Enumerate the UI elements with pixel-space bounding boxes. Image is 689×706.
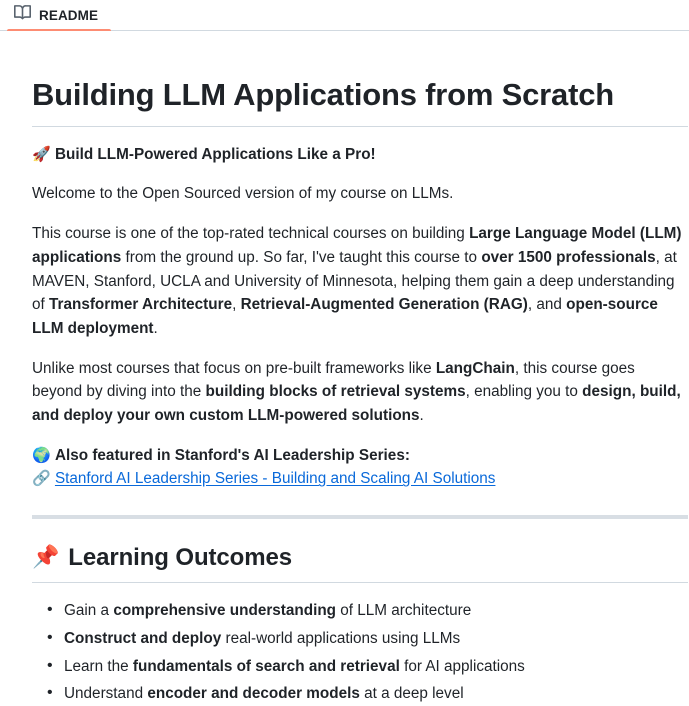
differentiator-paragraph	[32, 357, 688, 428]
outcome-1-bold: comprehensive understanding	[113, 602, 337, 620]
book-icon	[14, 4, 31, 26]
tagline-text: Build LLM-Powered Applications Like a Pro!	[54, 145, 376, 163]
para3-text-2: , this course goes beyond by diving into the	[32, 359, 635, 401]
para2-bold-3: Transformer Architecture	[49, 296, 233, 314]
tab-active-indicator	[7, 29, 111, 31]
tab-readme-label: README	[39, 7, 99, 23]
outcome-1-text-1: Gain a	[64, 602, 114, 620]
section-divider	[32, 515, 688, 519]
para3-bold-2: building blocks of retrieval systems	[205, 383, 466, 401]
outcome-2-text-2: real-world applications using LLMs	[221, 629, 461, 647]
list-item	[64, 599, 688, 623]
outcome-3-bold: fundamentals of search and retrieval	[132, 657, 400, 675]
outcome-1-text-2: of LLM architecture	[336, 602, 472, 620]
featured-paragraph	[32, 444, 688, 491]
learning-outcomes-heading	[32, 543, 688, 583]
para2-bold-5: open-source LLM deployment	[32, 296, 658, 337]
para3-text-4: .	[419, 407, 424, 425]
list-item	[64, 627, 688, 651]
para3-bold-1: LangChain	[435, 359, 515, 377]
para2-bold-4: Retrieval-Augmented Generation (RAG)	[240, 296, 528, 314]
para3-text-3: , enabling you to	[465, 383, 583, 401]
para3-bold-3: design, build, and deploy your own custom LLM-powered solutions	[32, 383, 681, 425]
learning-outcomes-title: Learning Outcomes	[68, 544, 292, 572]
para2-bold-1: Large Language Model (LLM) applications	[32, 225, 682, 266]
pushpin-emoji: 📌	[32, 545, 60, 571]
para2-text-4: ,	[232, 296, 241, 314]
learning-outcomes-list	[32, 599, 688, 706]
course-overview-paragraph	[32, 222, 688, 341]
page-title: Building LLM Applications from Scratch	[32, 76, 688, 127]
rocket-emoji: 🚀	[32, 144, 51, 163]
welcome-paragraph: Welcome to the Open Sourced version of my course on LLMs.	[32, 185, 454, 203]
readme-content	[0, 76, 689, 706]
readme-tabbar	[0, 0, 689, 31]
outcome-4-text-2: at a deep level	[359, 685, 464, 703]
link-emoji: 🔗	[32, 469, 51, 488]
para2-bold-2: over 1500 professionals	[481, 248, 656, 266]
tab-readme[interactable]	[7, 0, 105, 30]
para2-text-2: from the ground up. So far, I've taught this course to	[121, 248, 482, 266]
tagline-paragraph	[32, 143, 688, 167]
featured-text: Also featured in Stanford's AI Leadership Series:	[54, 446, 410, 464]
para2-text-3: , at MAVEN, Stanford, UCLA and University of Minnesota, helping them gain a deep understanding of	[32, 248, 677, 314]
outcome-4-bold: encoder and decoder models	[147, 685, 360, 703]
para3-text-1: Unlike most courses that focus on pre-built frameworks like	[32, 359, 436, 377]
outcome-2-bold: Construct and deploy	[64, 629, 222, 647]
stanford-series-link[interactable]: Stanford AI Leadership Series - Building and Scaling AI Solutions	[54, 470, 496, 488]
globe-emoji: 🌍	[32, 445, 51, 464]
list-item	[64, 655, 688, 679]
para2-text-5: , and	[527, 296, 567, 314]
outcome-4-text-1: Understand	[64, 685, 148, 703]
list-item	[64, 682, 688, 706]
outcome-3-text-1: Learn the	[64, 657, 133, 675]
para2-text-6: .	[153, 319, 158, 337]
para2-text-1: This course is one of the top-rated technical courses on building	[32, 225, 470, 243]
outcome-3-text-2: for AI applications	[399, 657, 525, 675]
